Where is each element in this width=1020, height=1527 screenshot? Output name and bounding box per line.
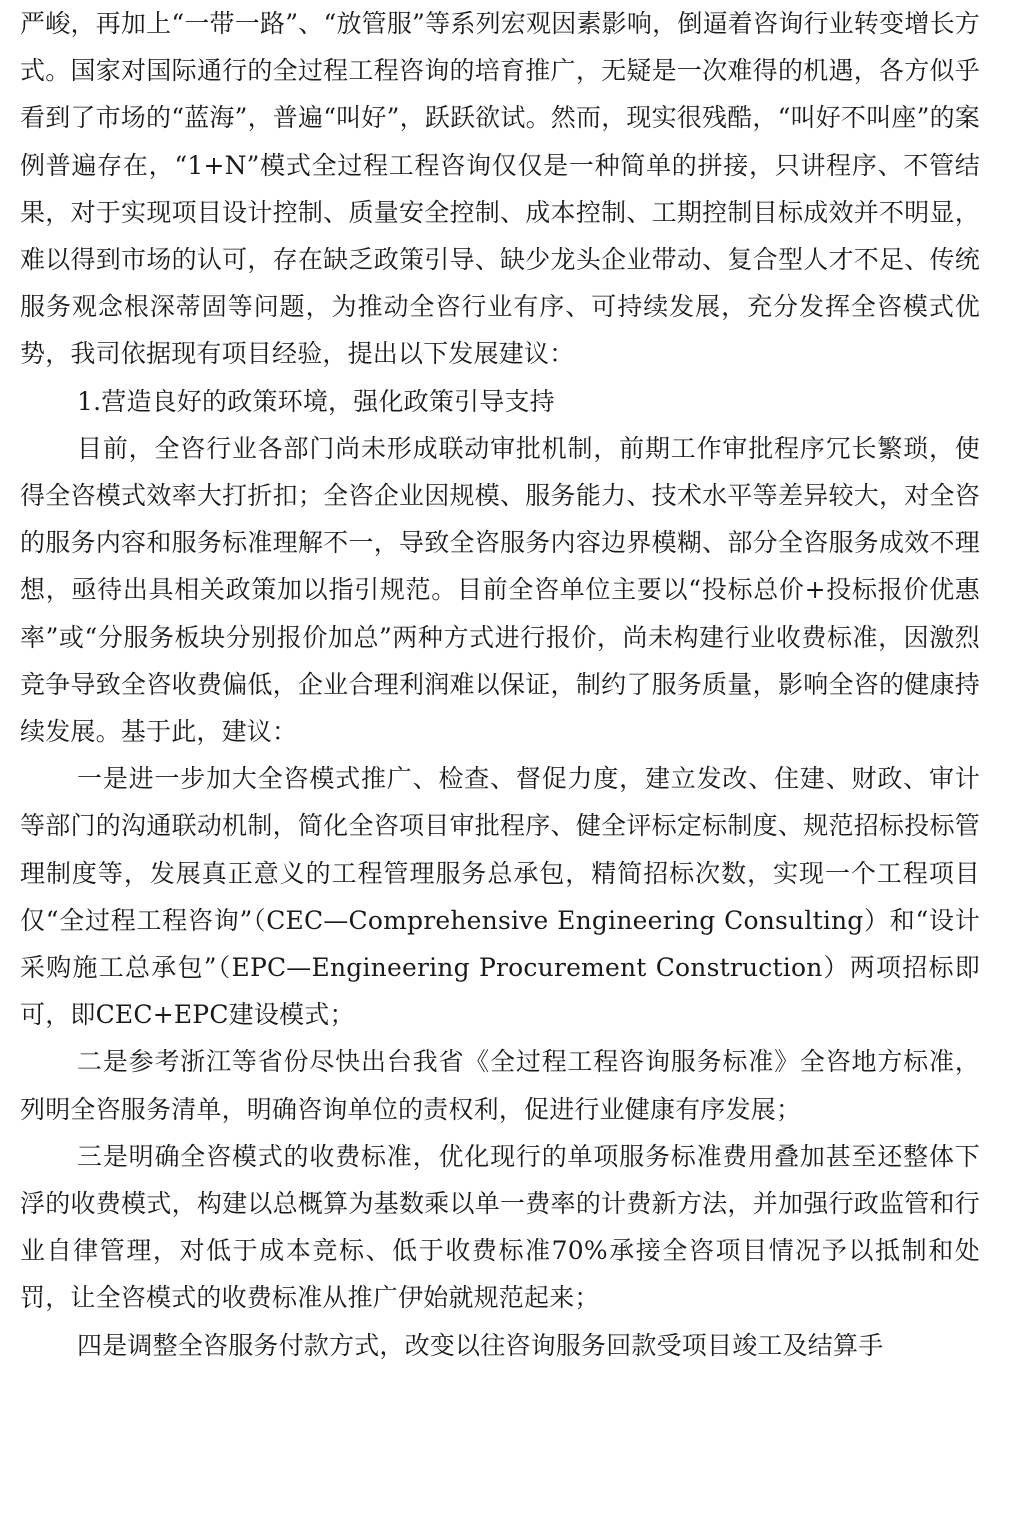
paragraph-current-situation: 目前，全咨行业各部门尚未形成联动审批机制，前期工作审批程序冗长繁琐，使得全咨模式效率大打折扣；全咨企业因规模、服务能力、技术水平等差异较大，对全咨的服务内容和服务标准理解不一，导致全咨服务内容边界模糊、部分全咨服务成效不理想，亟待出具相关政策加以指引规范。目前全咨单位主要以“投标总价+投标报价优惠率”或“分服务板块分别报价加总”两种方式进行报价，尚未构建行业收费标准，因激烈竞争导致全咨收费偏低，企业合理利润难以保证，制约了服务质量，影响全咨的健康持续发展。基于此，建议： bbox=[20, 433, 980, 747]
paragraph-suggestion-2: 二是参考浙江等省份尽快出台我省《全过程工程咨询服务标准》全咨地方标准，列明全咨服务清单，明确咨询单位的责权利，促进行业健康有序发展； bbox=[20, 1047, 980, 1124]
section-heading-policy-environment: 1.营造良好的政策环境，强化政策引导支持 bbox=[77, 386, 555, 416]
paragraph-suggestion-1: 一是进一步加大全咨模式推广、检查、督促力度，建立发改、住建、财政、审计等部门的沟通联动机制，简化全咨项目审批程序、健全评标定标制度、规范招标投标管理制度等，发展真正意义的工程管理服务总承包，精简招标次数，实现一个工程项目仅“全过程工程咨询”（CEC—Comprehensive Engineering Consulting）和“设计采购施工总承包”（EPC—Engineering Procurement Construction）两项招标即可，即CEC+EPC建设模式； bbox=[20, 764, 980, 1030]
document-page bbox=[20, 0, 980, 1527]
paragraph-intro-continued: 严峻，再加上“一带一路”、“放管服”等系列宏观因素影响，倒逼着咨询行业转变增长方式。国家对国际通行的全过程工程咨询的培育推广，无疑是一次难得的机遇，各方似乎看到了市场的“蓝海”，普遍“叫好”，跃跃欲试。然而，现实很残酷，“叫好不叫座”的案例普遍存在，“1+N”模式全过程工程咨询仅仅是一种简单的拼接，只讲程序、不管结果，对于实现项目设计控制、质量安全控制、成本控制、工期控制目标成效并不明显，难以得到市场的认可，存在缺乏政策引导、缺少龙头企业带动、复合型人才不足、传统服务观念根深蒂固等问题，为推动全咨行业有序、可持续发展，充分发挥全咨模式优势，我司依据现有项目经验，提出以下发展建议： bbox=[20, 9, 980, 369]
paragraph-suggestion-3: 三是明确全咨模式的收费标准，优化现行的单项服务标准费用叠加甚至还整体下浮的收费模式，构建以总概算为基数乘以单一费率的计费新方法，并加强行政监管和行业自律管理，对低于成本竞标、低于收费标准70%承接全咨项目情况予以抵制和处罚，让全咨模式的收费标准从推广伊始就规范起来； bbox=[20, 1141, 980, 1313]
paragraph-suggestion-4: 四是调整全咨服务付款方式，改变以往咨询服务回款受项目竣工及结算手 bbox=[77, 1330, 884, 1360]
